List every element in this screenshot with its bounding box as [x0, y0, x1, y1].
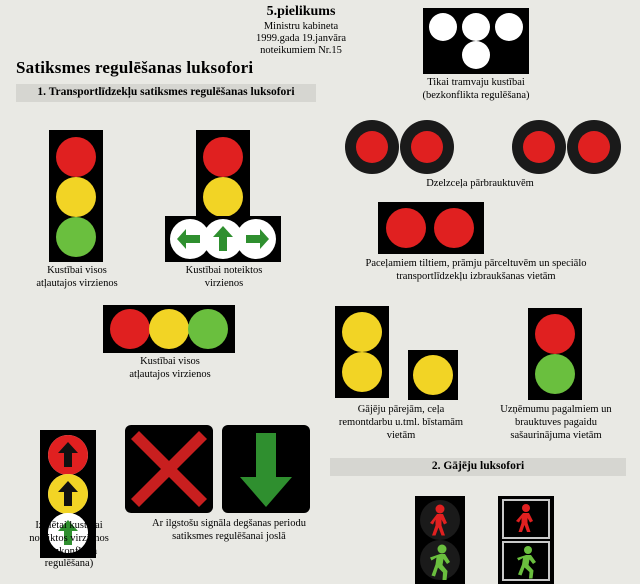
document-header — [196, 4, 406, 58]
lamp-yellow-top — [342, 312, 382, 352]
lamp-red-left — [386, 208, 426, 248]
red-green-signal — [528, 308, 582, 400]
ped-frame-red — [502, 499, 550, 539]
lamp-red — [578, 131, 610, 163]
lamp-yellow — [56, 177, 96, 217]
page-title: Satiksmes regulēšanas luksofori — [16, 58, 254, 77]
caption-10: Uzņēmumu pagalmiem un brauktuves pagaidu sašaurinājuma vietām — [500, 404, 612, 441]
arrow-up-icon — [48, 474, 88, 514]
arrow-section-housing — [165, 216, 281, 262]
lamp-red — [56, 137, 96, 177]
arrow-right-icon — [236, 219, 276, 259]
section-heading-vehicle: 1. Transportlīdzekļu satiksmes regulēšanas luksofori — [16, 84, 316, 102]
caption-1: Kustībai visos atļautajos virzienos — [36, 265, 118, 289]
pedestrian-walking-icon — [420, 540, 460, 580]
caption-7: Dzelzceļa pārbrauktuvēm — [426, 178, 534, 189]
lamp-green — [56, 217, 96, 257]
two-yellow-signal — [335, 306, 389, 398]
caption-2: Kustībai noteiktos virzienos — [185, 265, 263, 289]
lamp-yellow — [203, 177, 243, 217]
single-yellow-signal — [408, 350, 458, 400]
issuer-line-1: Ministru kabineta — [263, 20, 339, 32]
appendix-number: 5.pielikums — [266, 4, 336, 19]
issuer-line-2: 1999.gada 19.janvāra — [255, 32, 347, 44]
ped-lamp-red — [420, 500, 460, 540]
arrow-up-icon — [48, 435, 88, 475]
lamp-yellow-bottom — [342, 352, 382, 392]
pedestrian-signal-figure — [415, 496, 465, 584]
lamp-red — [203, 137, 243, 177]
lamp-red — [523, 131, 555, 163]
arrow-yellow-lamp — [48, 474, 88, 514]
railway-lamp-3 — [512, 120, 566, 174]
tram-lamp-top-left — [429, 13, 457, 41]
ped-frame-green — [502, 541, 550, 581]
lamp-green — [188, 309, 228, 349]
ped-lamp-green — [420, 540, 460, 580]
caption-3: Kustībai visos atļautajos virzienos — [129, 356, 211, 380]
railway-lamp-1 — [345, 120, 399, 174]
lamp-yellow — [413, 355, 453, 395]
traffic-light-horizontal — [103, 305, 235, 353]
pedestrian-standing-icon — [504, 501, 548, 537]
lamp-yellow — [149, 309, 189, 349]
tram-signal — [423, 8, 529, 74]
lamp-red-right — [434, 208, 474, 248]
arrow-red-lamp — [48, 435, 88, 475]
tram-lamp-top-right — [495, 13, 523, 41]
two-red-signal — [378, 202, 484, 254]
lamp-red — [535, 314, 575, 354]
pedestrian-standing-icon — [420, 500, 460, 540]
caption-4: Izolētai kustībai noteiktos virzienos (bezkonflikta regulēšana) — [29, 520, 109, 570]
arrow-right-lamp — [236, 219, 276, 259]
tram-lamp-top-center — [462, 13, 490, 41]
lamp-red — [411, 131, 443, 163]
pedestrian-signal-figure-framed — [498, 496, 554, 584]
arrow-down-icon — [222, 425, 310, 513]
pedestrian-walking-icon — [504, 543, 548, 579]
section-heading-pedestrian: 2. Gājēju luksofori — [330, 458, 626, 476]
lane-signal-cross — [125, 425, 213, 513]
caption-8: Paceļamiem tiltiem, prāmju pārceltuvēm un speciālo transportlīdzekļu izbraukšanas vietām — [365, 258, 587, 282]
tram-lamp-bottom — [462, 41, 490, 69]
railway-lamp-2 — [400, 120, 454, 174]
railway-lamp-4 — [567, 120, 621, 174]
lamp-red — [110, 309, 150, 349]
issuer-line-3: noteikumiem Nr.15 — [260, 45, 342, 57]
x-cross-icon — [125, 425, 213, 513]
lamp-red — [356, 131, 388, 163]
caption-9: Gājēju pārejām, ceļa remontdarbu u.tml. bīstamām vietām — [338, 404, 464, 441]
lamp-green — [535, 354, 575, 394]
traffic-light-vertical-standard — [49, 130, 103, 262]
caption-5: Ar ilgstošu signāla degšanas periodu satiksmes regulēšanai joslā — [152, 518, 306, 542]
caption-6: Tikai tramvaju kustībai (bezkonflikta regulēšana) — [422, 77, 530, 101]
lane-signal-arrow-down — [222, 425, 310, 513]
